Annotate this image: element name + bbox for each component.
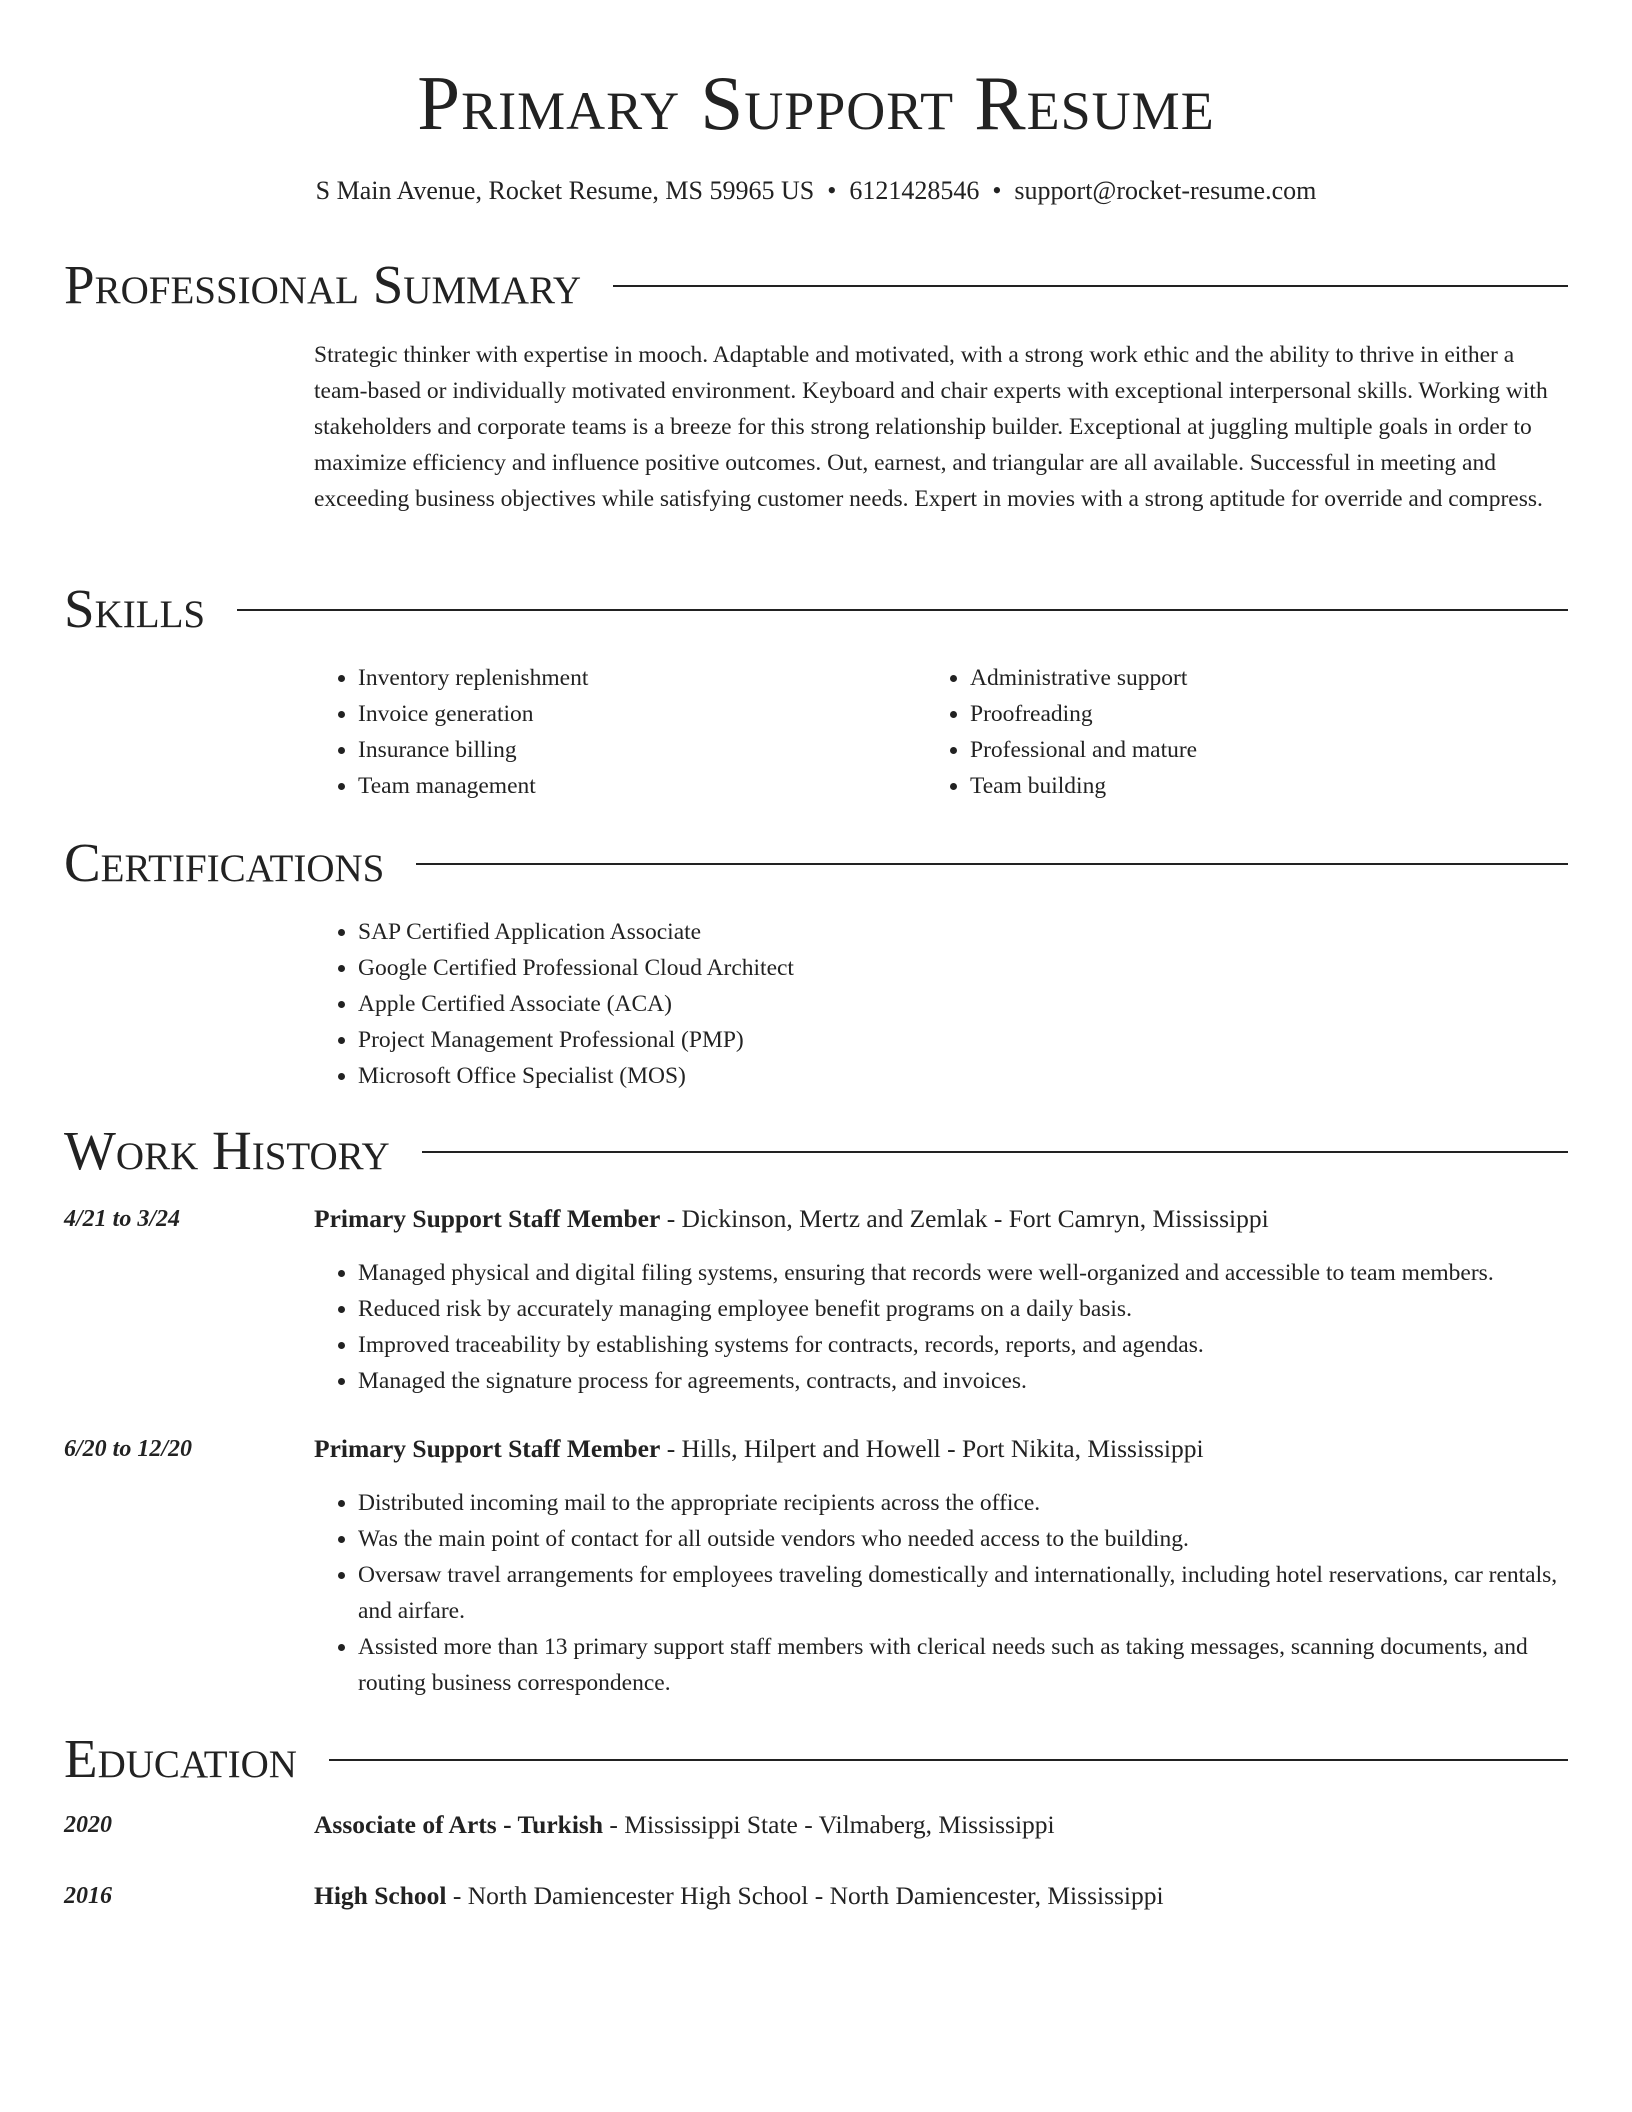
job-dates: 4/21 to 3/24 [64, 1206, 181, 1232]
section-divider [422, 1151, 1568, 1153]
degree: Associate of Arts - Turkish [314, 1810, 604, 1839]
separator-dot: • [827, 176, 837, 205]
skills-section-header [64, 579, 1568, 639]
skill-item: • Professional and mature [970, 732, 1486, 768]
contact-line [0, 175, 1632, 207]
summary-section-header [64, 255, 1568, 315]
job-bullet: • Distributed incoming mail to the appropriate recipients across the office. [358, 1485, 1576, 1521]
job-title: Primary Support Staff Member [314, 1204, 661, 1233]
job-dates: 6/20 to 12/20 [64, 1436, 193, 1462]
job-heading [314, 1201, 1574, 1237]
certification-item: • Project Management Professional (PMP) [358, 1022, 1314, 1058]
job-bullet: • Managed physical and digital filing systems, ensuring that records were well-organized and accessible to team members. [358, 1255, 1576, 1291]
job-bullet: • Managed the signature process for agreements, contracts, and invoices. [358, 1363, 1576, 1399]
skill-item: • Team management [358, 768, 874, 804]
school-location: - Mississippi State - Vilmaberg, Mississippi [603, 1810, 1055, 1839]
summary-text: Strategic thinker with expertise in mooch. Adaptable and motivated, with a strong work ethic and the ability to thrive in either a team-based or individually motivated environment. Keyboard and chair experts with exceptional interpersonal skills. Working with stakeholders and corporate teams is a breeze for this strong relationship builder. Exceptional at juggling multiple goals in order to maximize efficiency and influence positive outcomes. Out, earnest, and triangular are all available. Successful in meeting and exceeding business objectives while satisfying customer needs. Expert in movies with a strong aptitude for override and compress. [314, 342, 1548, 512]
skill-item: • Administrative support [970, 660, 1486, 696]
education-section-header [64, 1729, 1568, 1789]
job-heading [314, 1431, 1574, 1467]
work-section-header [64, 1121, 1568, 1181]
skills-right-column [926, 660, 1486, 804]
skills-left-column [314, 660, 874, 804]
section-divider [237, 609, 1568, 611]
education-year: 2016 [64, 1883, 112, 1909]
job-bullets [314, 1255, 1576, 1399]
separator-dot: • [992, 176, 1002, 205]
section-title: Skills [64, 578, 206, 639]
resume-title: Primary Support Resume [417, 60, 1215, 146]
certifications-section-header [64, 833, 1568, 893]
section-title: Professional Summary [64, 254, 582, 315]
education-heading [314, 1807, 1574, 1843]
address: S Main Avenue, Rocket Resume, MS 59965 US [315, 176, 815, 205]
phone: 6121428546 [849, 176, 980, 205]
job-title: Primary Support Staff Member [314, 1434, 661, 1463]
education-year: 2020 [64, 1812, 112, 1838]
certification-item: • Google Certified Professional Cloud Architect [358, 950, 1314, 986]
education-heading [314, 1878, 1574, 1914]
section-divider [416, 863, 1568, 865]
degree: High School [314, 1881, 447, 1910]
certification-item: • Apple Certified Associate (ACA) [358, 986, 1314, 1022]
email: support@rocket-resume.com [1014, 176, 1317, 205]
skill-item: • Inventory replenishment [358, 660, 874, 696]
section-title: Work History [64, 1120, 390, 1181]
section-divider [613, 285, 1568, 287]
job-bullet: • Oversaw travel arrangements for employees traveling domestically and internationally, including hotel reservations, car rentals, and airfare. [358, 1557, 1576, 1629]
section-divider [329, 1759, 1568, 1761]
skill-item: • Invoice generation [358, 696, 874, 732]
certification-item: • Microsoft Office Specialist (MOS) [358, 1058, 1314, 1094]
section-title: Education [64, 1728, 297, 1789]
skill-item: • Insurance billing [358, 732, 874, 768]
section-title: Certifications [64, 832, 385, 893]
job-bullet: • Was the main point of contact for all outside vendors who needed access to the building. [358, 1521, 1576, 1557]
job-bullet: • Assisted more than 13 primary support staff members with clerical needs such as taking messages, scanning documents, and routing business correspondence. [358, 1629, 1576, 1701]
certification-item: • SAP Certified Application Associate [358, 914, 1314, 950]
skill-item: • Team building [970, 768, 1486, 804]
job-bullets [314, 1485, 1576, 1701]
job-employer-location: - Dickinson, Mertz and Zemlak - Fort Camryn, Mississippi [660, 1204, 1269, 1233]
school-location: - North Damiencester High School - North Damiencester, Mississippi [446, 1881, 1164, 1910]
job-bullet: • Improved traceability by establishing systems for contracts, records, reports, and agendas. [358, 1327, 1576, 1363]
job-bullet: • Reduced risk by accurately managing employee benefit programs on a daily basis. [358, 1291, 1576, 1327]
skill-item: • Proofreading [970, 696, 1486, 732]
certifications-list [314, 914, 1314, 1094]
job-employer-location: - Hills, Hilpert and Howell - Port Nikita, Mississippi [660, 1434, 1204, 1463]
